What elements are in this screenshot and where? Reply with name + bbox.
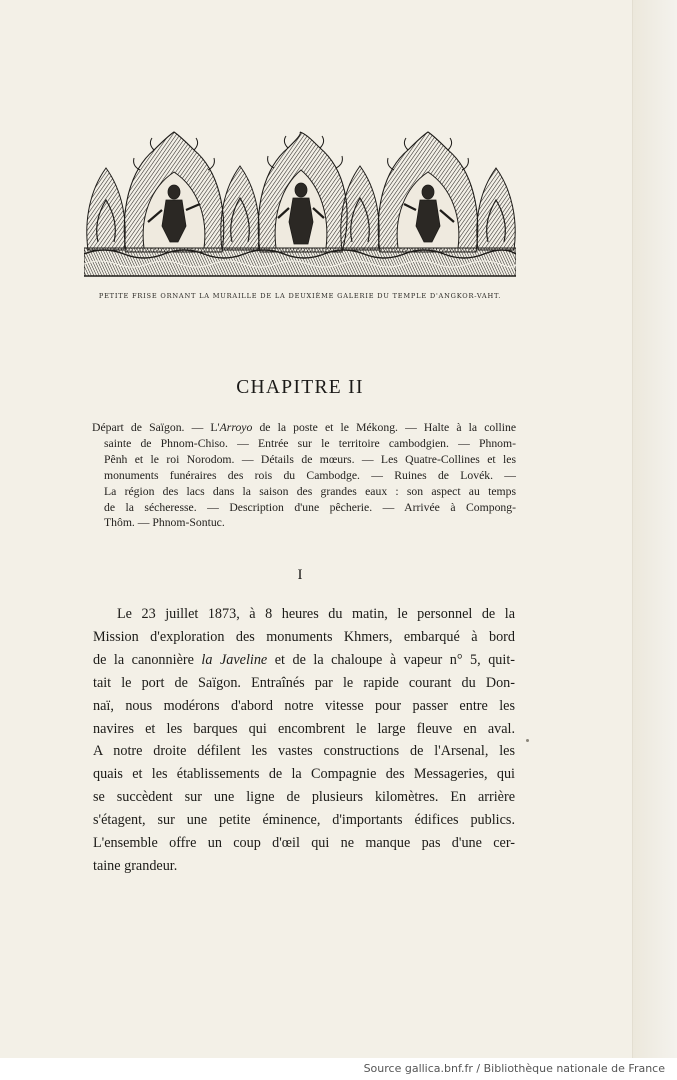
body-line: tait le port de Saïgon. Entraînés par le rapide courant du Don- <box>93 674 515 691</box>
source-footer-link[interactable]: Source gallica.bnf.fr / Bibliothèque nationale de France <box>363 1062 665 1075</box>
summary-line: de la sécheresse. — Description d'une pêcherie. — Arrivée à Compong- <box>104 500 516 514</box>
frieze-caption: PETITE FRISE ORNANT LA MURAILLE DE LA DEUXIÈME GALERIE DU TEMPLE D'ANGKOR-VAHT. <box>98 292 502 300</box>
summary-line: monuments funéraires des rois du Cambodge. — Ruines de Lovék. — <box>104 468 516 482</box>
body-line: A notre droite défilent les vastes constructions de l'Arsenal, les <box>93 743 515 760</box>
body-paragraph <box>93 603 515 878</box>
summary-line: Départ de Saïgon. — L'Arroyo de la poste et le Mékong. — Halte à la colline <box>92 421 517 434</box>
body-line: de la canonnière la Javeline et de la chaloupe à vapeur n° 5, quit- <box>93 651 516 668</box>
page-edge-shadow <box>632 0 677 1058</box>
paper-speck <box>526 739 529 742</box>
body-line: quais et les établissements de la Compagnie des Messageries, qui <box>93 766 515 783</box>
body-line: taine grandeur. <box>93 857 178 874</box>
section-number: I <box>297 567 303 583</box>
summary-line: La région des lacs dans la saison des grandes eaux : son aspect au temps <box>104 484 516 498</box>
chapter-title: CHAPITRE II <box>236 377 364 398</box>
frieze-engraving <box>84 130 516 280</box>
body-line: se succèdent sur une ligne de plusieurs kilomètres. En arrière <box>93 789 515 806</box>
body-line: Le 23 juillet 1873, à 8 heures du matin, le personnel de la <box>117 606 515 622</box>
body-line: L'ensemble offre un coup d'œil qui ne manque pas d'une cer- <box>93 835 515 852</box>
summary-line: sainte de Phnom-Chiso. — Entrée sur le territoire cambodgien. — Phnom- <box>104 436 516 450</box>
body-line: Mission d'exploration des monuments Khmers, embarqué à bord <box>93 628 515 645</box>
body-line: naï, nous modérons d'abord notre vitesse pour passer entre les <box>93 697 515 714</box>
source-footer-bar <box>0 1058 677 1080</box>
body-line: navires et les barques qui encombrent le large fleuve en aval. <box>93 720 515 737</box>
body-line: s'étagent, sur une petite éminence, d'importants édifices publics. <box>93 812 515 829</box>
chapter-summary <box>92 420 516 531</box>
summary-line: Thôm. — Phnom-Sontuc. <box>104 516 225 530</box>
summary-line: Pênh et le roi Norodom. — Détails de mœurs. — Les Quatre-Collines et les <box>104 452 516 466</box>
